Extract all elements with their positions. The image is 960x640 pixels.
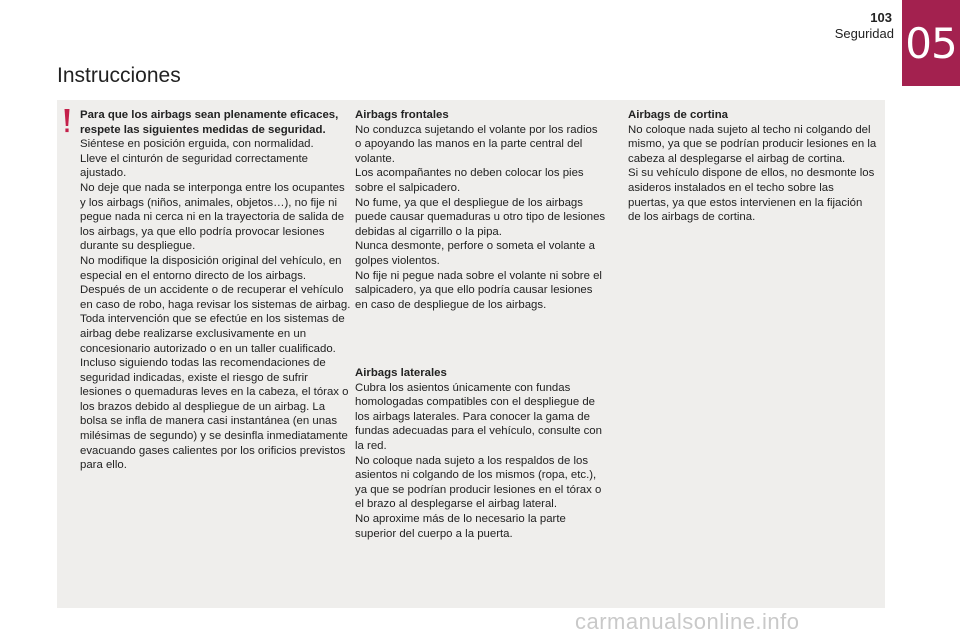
lateral-paragraph: No coloque nada sujeto a los respaldos de los asientos ni colgando de los mismos (ropa, etc.), ya que se podrían producir lesiones en el tórax o el brazo al desplegarse el airbag lateral. xyxy=(355,454,602,511)
frontal-paragraph: No fije ni pegue nada sobre el volante ni sobre el salpicadero, ya que ello podría causar lesiones en caso de despliegue de los airbags. xyxy=(355,269,602,311)
warning-paragraph: No modifique la disposición original del vehículo, en especial en el entorno directo de los airbags. xyxy=(80,254,342,282)
frontal-paragraph: No fume, ya que el despliegue de los airbags puede causar quemaduras u otro tipo de lesiones debidas al cigarrillo o la pipa. xyxy=(355,196,606,238)
warning-paragraph: Lleve el cinturón de seguridad correctamente ajustado. xyxy=(80,152,308,180)
frontal-paragraph: Nunca desmonte, perfore o someta el volante a golpes violentos. xyxy=(355,240,595,267)
page-number: 103 xyxy=(870,10,892,25)
watermark: carmanualsonline.info xyxy=(575,609,800,634)
lateral-airbags-section xyxy=(355,366,607,541)
curtain-airbags-heading: Airbags de cortina xyxy=(628,109,729,121)
warning-paragraph: Toda intervención que se efectúe en los sistemas de airbag debe realizarse exclusivamente en un concesionario autorizado o en un taller cualificado. xyxy=(80,313,345,355)
lateral-paragraph: Cubra los asientos únicamente con fundas homologadas compatibles con el despliegue de los airbags laterales. Para conocer la gama de fundas adecuadas para el vehículo, consulte con la red. xyxy=(355,381,602,452)
section-name: Seguridad xyxy=(834,26,894,41)
warning-lead: Para que los airbags sean plenamente eficaces, respete las siguientes medidas de seguridad. xyxy=(80,109,339,136)
warning-paragraph: Después de un accidente o de recuperar el vehículo en caso de robo, haga revisar los sistemas de airbag. xyxy=(80,284,351,311)
frontal-airbags-heading: Airbags frontales xyxy=(355,109,449,121)
curtain-airbags-section xyxy=(628,108,878,225)
warning-paragraph: Incluso siguiendo todas las recomendaciones de seguridad indicadas, existe el riesgo de sufrir lesiones o quemaduras leves en la cabeza, el tórax o los brazos debido al despliegue de un airbag. La bolsa se infla de manera casi instantánea (en unas milésimas de segundo) y se desinfla inmediatamente evacuando gases calientes por los orificios previstos para ello. xyxy=(80,357,349,472)
frontal-paragraph: Los acompañantes no deben colocar los pies sobre el salpicadero. xyxy=(355,167,584,194)
page-title: Instrucciones xyxy=(57,64,181,87)
curtain-paragraph: No coloque nada sujeto al techo ni colgando del mismo, ya que se podrían producir lesiones en la cabeza al desplegarse el airbag de cortina. xyxy=(628,123,877,165)
lateral-airbags-heading: Airbags laterales xyxy=(355,367,447,379)
warning-paragraph: No deje que nada se interponga entre los ocupantes y los airbags (niños, animales, objetos…), no fije ni pegue nada ni cerca ni en la trayectoria de salida de los airbags, ya que ello podría provocar lesiones durante su despliegue. xyxy=(80,181,345,253)
curtain-paragraph: Si su vehículo dispone de ellos, no desmonte los asideros instalados en el techo sobre las puertas, ya que estos intervienen en la fijación de los airbags de cortina. xyxy=(628,167,875,224)
exclamation-icon xyxy=(60,108,74,134)
frontal-paragraph: No conduzca sujetando el volante por los radios o apoyando las manos en la parte central del volante. xyxy=(355,123,598,165)
frontal-airbags-section xyxy=(355,108,607,312)
chapter-tab: 05 xyxy=(902,0,960,86)
warning-paragraph: Siéntese en posición erguida, con normalidad. xyxy=(80,138,314,151)
lateral-paragraph: No aproxime más de lo necesario la parte superior del cuerpo a la puerta. xyxy=(355,512,566,540)
warning-column xyxy=(80,108,352,473)
